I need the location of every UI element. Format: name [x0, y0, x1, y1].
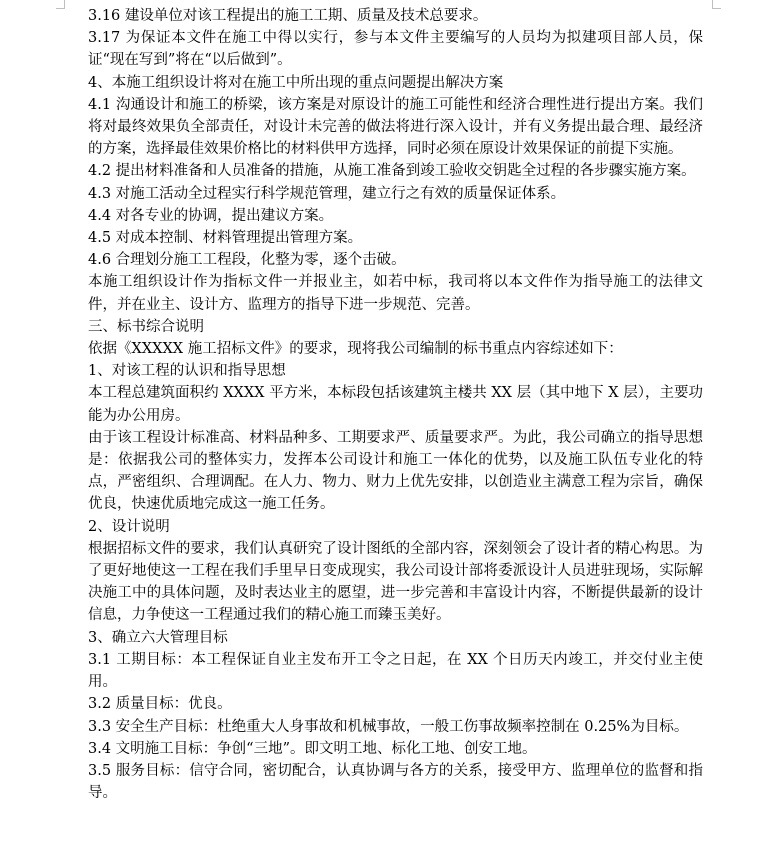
paragraph-goal-3-1: 3.1 工期目标：本工程保证自业主发布开工令之日起，在 XX 个日历天内竣工，并交付业主使用。 [88, 651, 703, 691]
paragraph-building-area: 本工程总建筑面积约 XXXX 平方米，本标段包括该建筑主楼共 XX 层（其中地下 X 层），主要功能为办公用房。 [88, 385, 703, 424]
section-heading-4: 4、本施工组织设计将对在施工中所出现的重点问题提出解决方案 [88, 74, 504, 91]
paragraph-design-description: 根据招标文件的要求，我们认真研究了设计图纸的全部内容，深刻领会了设计者的精心构思。为了更好地使这一工程在我们手里早日变成现实，我公司设计部将委派设计人员进驻现场，实际解决施工中的具体问题，及时表达业主的愿望，进一步完善和丰富设计内容，不断提供最新的设计信息，力争使这一工程通过我们的精心施工而臻玉美好。 [88, 540, 703, 624]
paragraph-4-4: 4.4 对各专业的协调，提出建议方案。 [88, 207, 334, 224]
paragraph-4-6: 4.6 合理划分施工工程段，化整为零，逐个击破。 [88, 252, 406, 269]
paragraph-3-16: 3.16 建设单位对该工程提出的施工工期、质量及技术总要求。 [88, 8, 488, 24]
paragraph-guiding-thought: 由于该工程设计标准高、材料品种多、工期要求严、质量要求严。为此，我公司确立的指导思想是：依据我公司的整体实力，发挥本公司设计和施工一体化的优势，以及施工队伍专业化的特点，严密组织、合理调配。在人力、物力、财力上优先安排，以创造业主满意工程为宗旨，确保优良，快速优质地完成这一施工任务。 [88, 429, 703, 513]
subheading-3-goals: 3、确立六大管理目标 [88, 629, 228, 646]
paragraph-3-17: 3.17 为保证本文件在施工中得以实行，参与本文件主要编写的人员均为拟建项目部人员，保证“现在写到”将在“以后做到”。 [88, 30, 703, 69]
paragraph-conclusion: 本施工组织设计作为指标文件一并报业主，如若中标，我司将以本文件作为指导施工的法律文件，并在业主、设计方、监理方的指导下进一步规范、完善。 [88, 274, 703, 313]
paragraph-goal-3-3: 3.3 安全生产目标：杜绝重大人身事故和机械事故，一般工伤事故频率控制在 0.25%为目标。 [88, 718, 689, 735]
crop-mark-top-left-horizontal [56, 8, 65, 9]
subheading-2-design: 2、设计说明 [88, 518, 170, 535]
subheading-1-understanding: 1、对该工程的认识和指导思想 [88, 363, 286, 380]
paragraph-goal-3-2: 3.2 质量目标：优良。 [88, 696, 232, 713]
document-body [88, 5, 703, 804]
paragraph-4-3: 4.3 对施工活动全过程实行科学规范管理，建立行之有效的质量保证体系。 [88, 185, 566, 202]
paragraph-4-5: 4.5 对成本控制、材料管理提出管理方案。 [88, 230, 363, 247]
paragraph-4-2: 4.2 提出材料准备和人员准备的措施，从施工准备到竣工验收交钥匙全过程的各步骤实施方案。 [88, 163, 696, 180]
paragraph-bid-basis: 依据《XXXXX 施工招标文件》的要求，现将我公司编制的标书重点内容综述如下： [88, 341, 623, 358]
section-heading-3-bid-summary: 三、标书综合说明 [88, 318, 204, 335]
paragraph-goal-3-4: 3.4 文明施工目标：争创“三地”。即文明工地、标化工地、创安工地。 [88, 740, 537, 757]
paragraph-goal-3-5: 3.5 服务目标：信守合同，密切配合，认真协调与各方的关系，接受甲方、监理单位的监督和指导。 [88, 762, 703, 802]
paragraph-4-1: 4.1 沟通设计和施工的桥梁，该方案是对原设计的施工可能性和经济合理性进行提出方案。我们将对最终效果负全部责任，对设计未完善的做法将进行深入设计，并有义务提出最合理、最经济的方案，选择最佳效果价格比的材料供甲方选择，同时必须在原设计效果保证的前提下实施。 [88, 96, 703, 158]
crop-mark-top-right-horizontal [712, 8, 721, 9]
